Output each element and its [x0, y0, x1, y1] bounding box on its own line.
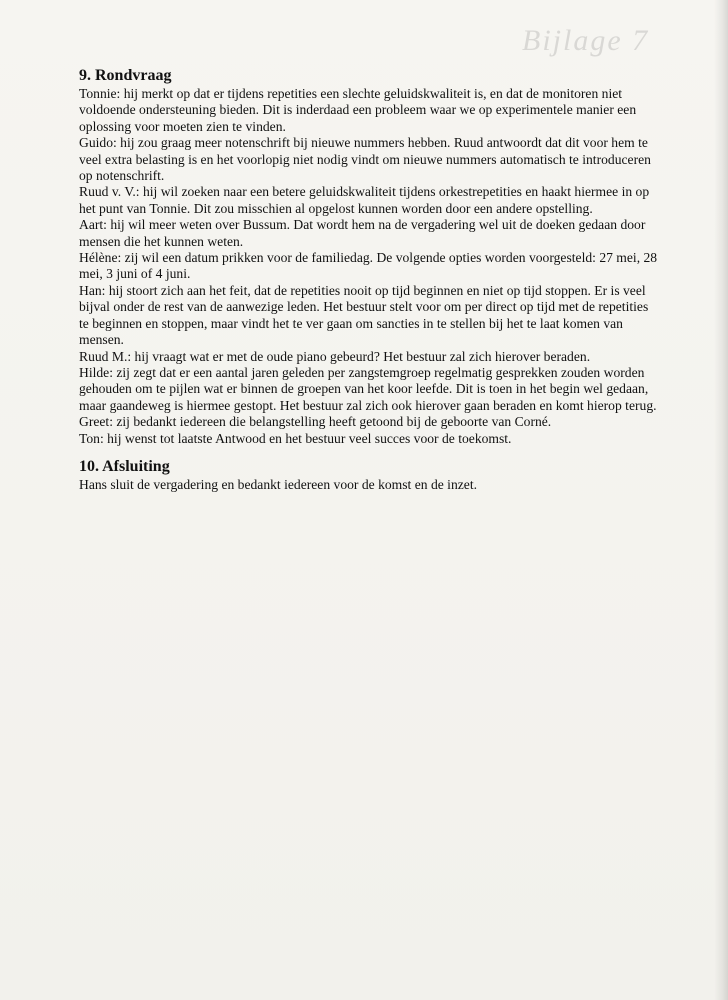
- paragraph-tonnie: Tonnie: hij merkt op dat er tijdens repetities een slechte geluidskwaliteit is, en dat de monitoren niet voldoende ondersteuning bieden. Dit is inderdaad een probleem waar we op experimentele manier een oplossing voor moeten zien te vinden.: [79, 86, 637, 134]
- handwritten-mark: Bijlage 7: [522, 24, 650, 57]
- paragraph-han: Han: hij stoort zich aan het feit, dat de repetities nooit op tijd beginnen en niet op tijd stoppen. Er is veel bijval onder de rest van de aanwezige leden. Het bestuur stelt voor om per direct op tijd met de repetities te beginnen en stoppen, maar vindt het te ver gaan om sancties in te stellen bij het te laat komen van mensen.: [79, 282, 649, 348]
- paragraph-ruud-m: Ruud M.: hij vraagt wat er met de oude piano gebeurd? Het bestuur zal zich hierover beraden.: [79, 348, 591, 364]
- section-title-afsluiting: 10. Afsluiting: [79, 457, 170, 475]
- section-title-rondvraag: 9. Rondvraag: [79, 67, 172, 84]
- paragraph-helene: Hélène: zij wil een datum prikken voor de familiedag. De volgende opties worden voorgesteld: 27 mei, 28 mei, 3 juni of 4 juni.: [79, 250, 658, 282]
- paragraph-ruud-v: Ruud v. V.: hij wil zoeken naar een betere geluidskwaliteit tijdens orkestrepetities en haakt hiermee in op het punt van Tonnie. Dit zou misschien al opgelost kunnen worden door een andere opstelling.: [79, 184, 650, 216]
- section-gap: [79, 447, 659, 457]
- section-afsluiting: [79, 457, 659, 493]
- paragraph-ton: Ton: hij wenst tot laatste Antwood en het bestuur veel succes voor de toekomst.: [79, 430, 512, 446]
- paragraph-guido: Guido: hij zou graag meer notenschrift bij nieuwe nummers hebben. Ruud antwoordt dat dit voor hem te veel extra belasting is en het voorlopig niet nodig vindt om nieuwe nummers automatisch te introduceren op notenschrift.: [79, 135, 651, 184]
- paragraph-hans: Hans sluit de vergadering en bedankt iedereen voor de komst en de inzet.: [79, 476, 477, 492]
- section-rondvraag: [79, 66, 659, 447]
- paragraph-aart: Aart: hij wil meer weten over Bussum. Dat wordt hem na de vergadering wel uit de doeken gedaan door mensen die het kunnen weten.: [79, 217, 646, 249]
- paragraph-greet: Greet: zij bedankt iedereen die belangstelling heeft getoond bij de geboorte van Corné.: [79, 414, 552, 430]
- paragraph-hilde: Hilde: zij zegt dat er een aantal jaren geleden per zangstemgroep regelmatig gesprekken zouden worden gehouden om te pijlen wat er binnen de groepen van het koor leefde. Dit is toen in het begin wel gedaan, maar gaandeweg is hiermee gestopt. Het bestuur zal zich ook hierover gaan beraden en komt hierop terug.: [79, 364, 657, 413]
- page-edge-shadow: [714, 0, 728, 1000]
- document-body: [79, 66, 659, 493]
